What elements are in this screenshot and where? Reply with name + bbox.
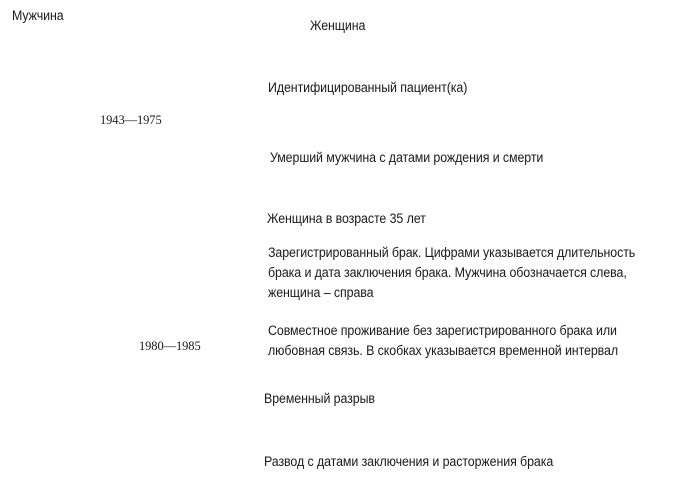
marriage-line-1: Зарегистрированный брак. Цифрами указывается длительность — [268, 245, 636, 260]
marriage-description — [268, 243, 635, 303]
deceased-male-label: Умерший мужчина с датами рождения и смерти — [270, 150, 544, 165]
deceased-dates: 1943—1975 — [100, 113, 162, 127]
female-label: Женщина — [310, 18, 366, 33]
cohabitation-dates: 1980—1985 — [139, 339, 201, 353]
time-gap-label: Временный разрыв — [264, 391, 375, 406]
divorce-label: Развод с датами заключения и расторжения брака — [264, 454, 554, 469]
marriage-line-3: женщина – справа — [268, 285, 374, 300]
cohabitation-line-1: Совместное проживание без зарегистрированного брака или — [268, 323, 617, 338]
female-age-label: Женщина в возрасте 35 лет — [267, 211, 426, 226]
male-label: Мужчина — [12, 8, 64, 23]
marriage-line-2: брака и дата заключения брака. Мужчина обозначается слева, — [268, 265, 627, 280]
cohabitation-description — [268, 321, 618, 361]
identified-patient-label: Идентифицированный пациент(ка) — [268, 80, 468, 95]
cohabitation-line-2: любовная связь. В скобках указывается временной интервал — [268, 343, 619, 358]
